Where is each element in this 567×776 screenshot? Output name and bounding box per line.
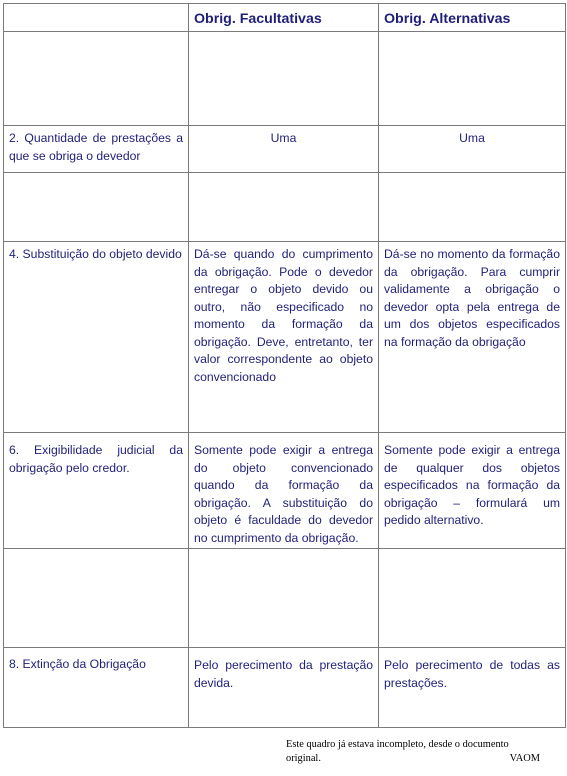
footnote (286, 738, 540, 766)
table-row-7 (4, 648, 566, 728)
row-7-facultativas: Pelo perecimento da prestação devida. (189, 648, 379, 728)
table-row-1 (4, 32, 566, 126)
row-1-alternativas (379, 32, 566, 126)
header-facultativas: Obrig. Facultativas (189, 4, 379, 32)
row-1-label (4, 32, 189, 126)
row-1-facultativas (189, 32, 379, 126)
row-3-facultativas (189, 173, 379, 242)
row-6-facultativas (189, 549, 379, 648)
table-row-3 (4, 173, 566, 242)
row-3-label (4, 173, 189, 242)
table-row-5 (4, 433, 566, 549)
row-2-alternativas: Uma (379, 126, 566, 173)
row-4-label: 4. Substituição do objeto devido (4, 242, 189, 433)
footnote-text: Este quadro já estava incompleto, desde o documento original. (286, 739, 509, 764)
row-4-facultativas: Dá-se quando do cumprimento da obrigação. Pode o devedor entregar o objeto devido ou outro, não especificado no momento da formação da obrigação. Deve, entretanto, ter valor correspondente ao objeto convencionado (189, 242, 379, 433)
row-2-label: 2. Quantidade de prestações a que se obriga o devedor (4, 126, 189, 173)
row-5-label: 6. Exigibilidade judicial da obrigação pelo credor. (4, 433, 189, 549)
row-6-label (4, 549, 189, 648)
table-header-row (4, 4, 566, 32)
footnote-signature: VAOM (509, 753, 540, 764)
table-row-4 (4, 242, 566, 433)
row-7-alternativas: Pelo perecimento de todas as prestações. (379, 648, 566, 728)
table-row-2 (4, 126, 566, 173)
row-7-label: 8. Extinção da Obrigação (4, 648, 189, 728)
row-6-alternativas (379, 549, 566, 648)
row-4-alternativas: Dá-se no momento da formação da obrigação. Para cumprir validamente a obrigação o devedor opta pela entrega de um dos objetos especificados na formação da obrigação (379, 242, 566, 433)
comparison-table (3, 3, 566, 728)
table-row-6 (4, 549, 566, 648)
row-3-alternativas (379, 173, 566, 242)
header-cell-empty (4, 4, 189, 32)
header-alternativas: Obrig. Alternativas (379, 4, 566, 32)
row-5-alternativas: Somente pode exigir a entrega de qualquer dos objetos especificados na formação da obrigação – formulará um pedido alternativo. (379, 433, 566, 549)
row-2-facultativas: Uma (189, 126, 379, 173)
row-5-facultativas: Somente pode exigir a entrega do objeto convencionado quando da formação da obrigação. A substituição do objeto é faculdade do devedor no cumprimento da obrigação. (189, 433, 379, 549)
